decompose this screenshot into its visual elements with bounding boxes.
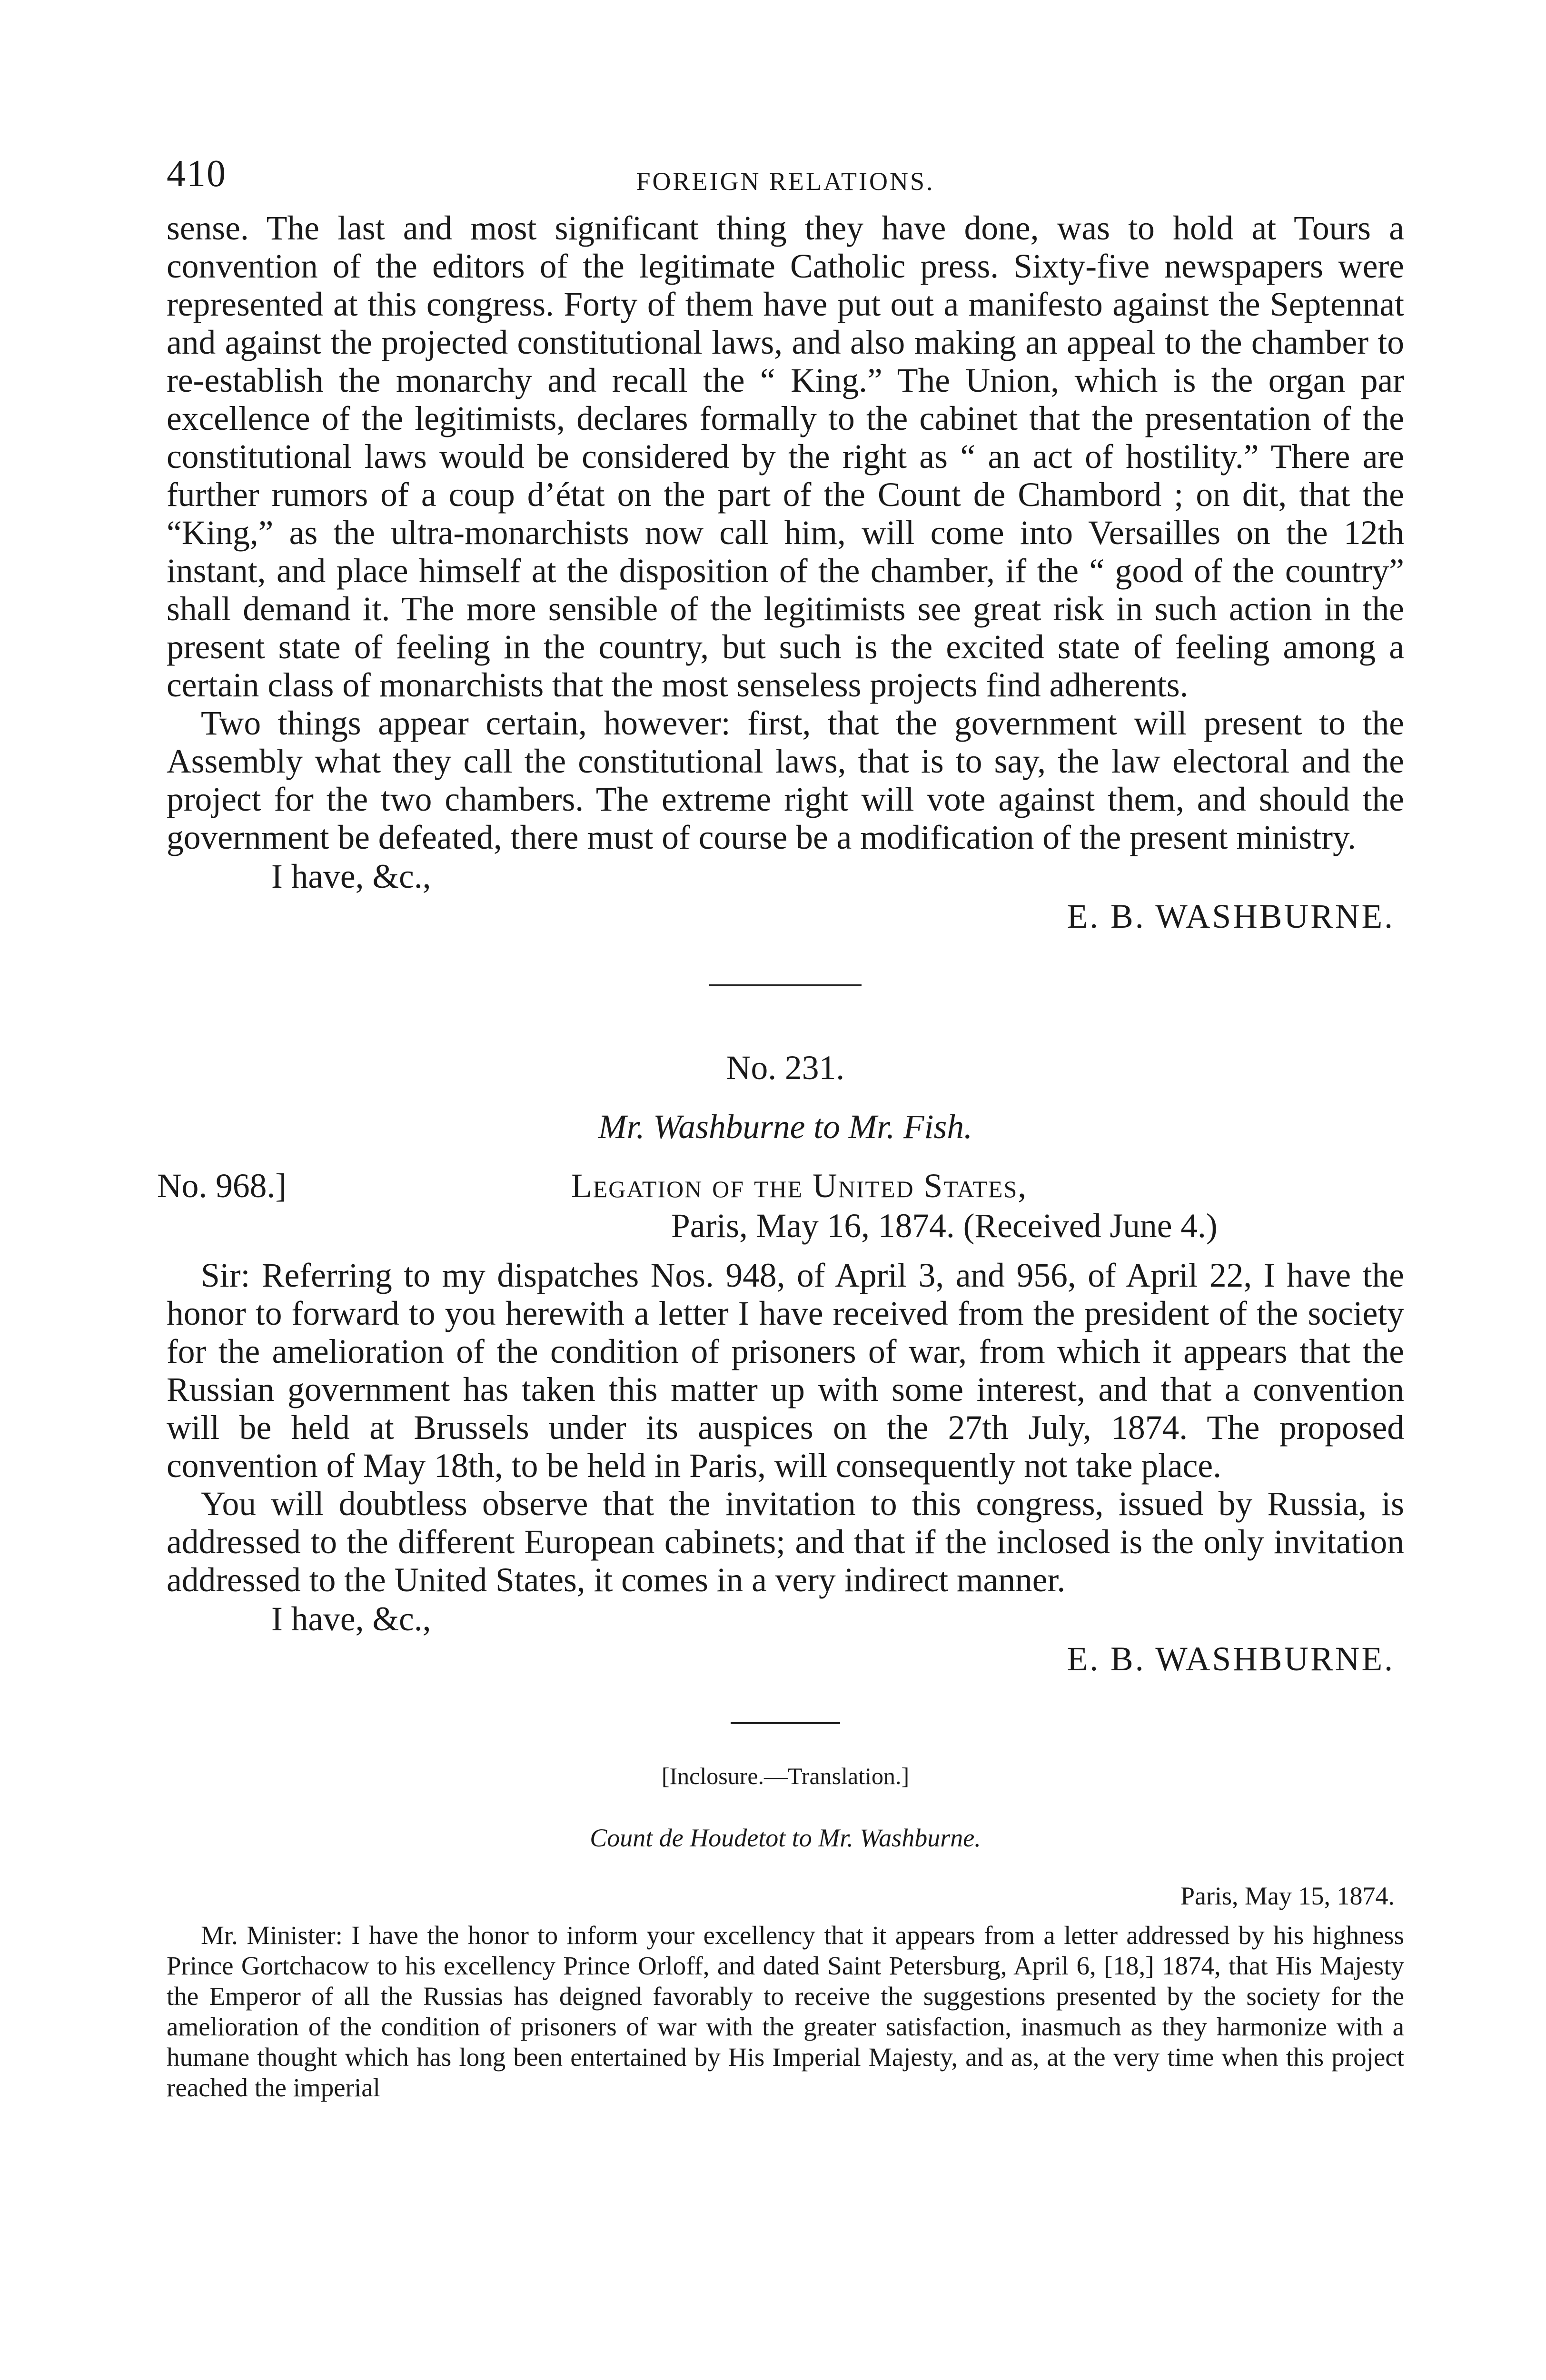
letter2-paragraph-1: Sir: Referring to my dispatches Nos. 948, of April 3, and 956, of April 22, I have the honor to forward to you herewith a letter I have received from the president of the society for the amelioration of the condition of prisoners of war, from which it appears that the Russian government has taken this matter up with some interest, and that a convention will be held at Brussels under its auspices on the 27th July, 1874. The proposed convention of May 18th, to be held in Paris, will consequently not take place. <box>167 1257 1404 1485</box>
letter2-paragraph-2: You will doubtless observe that the invitation to this congress, issued by Russia, is addressed to the different European cabinets; and that if the inclosed is the only invitation addressed to the United States, it comes in a very indirect manner. <box>167 1485 1404 1599</box>
page-header <box>167 143 1404 209</box>
running-head: FOREIGN RELATIONS. <box>636 167 935 196</box>
legation-name: Legation of the United States, <box>571 1167 1028 1205</box>
letter1-paragraph-1: sense. The last and most significant thing they have done, was to hold at Tours a convention of the editors of the legitimate Catholic press. Sixty-five newspapers were represented at this congress. Forty of them have put out a manifesto against the Septennat and against the projected constitutional laws, and also making an appeal to the chamber to re-establish the monarchy and recall the “ King.” The Union, which is the organ par excellence of the legitimists, declares formally to the cabinet that the presentation of the constitutional laws would be considered by the right as “ an act of hostility.” There are further rumors of a coup d’état on the part of the Count de Chambord ; on dit, that the “King,” as the ultra-monarchists now call him, will come into Versailles on the 12th instant, and place himself at the disposition of the chamber, if the “ good of the country” shall demand it. The more sensible of the legitimists see great risk in such action in the present state of feeling in the country, but such is the excited state of feeling among a certain class of monarchists that the most senseless projects find adherents. <box>167 209 1404 704</box>
legation-heading <box>157 1166 1404 1257</box>
section-divider <box>709 984 862 986</box>
inclosure-title: Count de Houdetot to Mr. Washburne. <box>590 1824 981 1852</box>
document-number: No. 231. <box>726 1049 845 1087</box>
letter1-signature: E. B. WASHBURNE. <box>1067 898 1395 935</box>
letter2-signature: E. B. WASHBURNE. <box>1067 1640 1395 1678</box>
document-page <box>157 143 1404 2103</box>
inclosure-date: Paris, May 15, 1874. <box>1180 1882 1395 1910</box>
letter1-paragraph-2: Two things appear certain, however: first, that the government will present to the Assembly what they call the constitutional laws, that is to say, the law electoral and the project for the two chambers. The extreme right will vote against them, and should the government be defeated, there must of course be a modification of the present ministry. <box>167 704 1404 856</box>
inclosure-label: [Inclosure.—Translation.] <box>661 1763 910 1789</box>
letter-231 <box>157 1048 1404 1679</box>
section-divider-2 <box>731 1722 840 1724</box>
page-number: 410 <box>167 153 227 195</box>
letter2-closing: I have, &c., <box>271 1600 431 1638</box>
letter-continuation <box>167 209 1404 937</box>
letter1-closing: I have, &c., <box>271 858 431 895</box>
document-title: Mr. Washburne to Mr. Fish. <box>598 1108 972 1146</box>
despatch-number: No. 968.] <box>157 1167 287 1205</box>
dateline: Paris, May 16, 1874. (Received June 4.) <box>671 1207 1218 1245</box>
inclosure-paragraph: Mr. Minister: I have the honor to inform your excellency that it appears from a letter addressed by his highness Prince Gortchacow to his excellency Prince Orloff, and dated Saint Petersburg, April 6, [18,] 1874, that His Majesty the Emperor of all the Russias has deigned favorably to receive the suggestions presented by the society for the amelioration of the condition of prisoners of war with the greater satisfaction, inasmuch as they harmonize with a humane thought which has long been entertained by His Imperial Majesty, and as, at the very time when this project reached the imperial <box>167 1921 1404 2102</box>
inclosure-section <box>167 1762 1404 2103</box>
